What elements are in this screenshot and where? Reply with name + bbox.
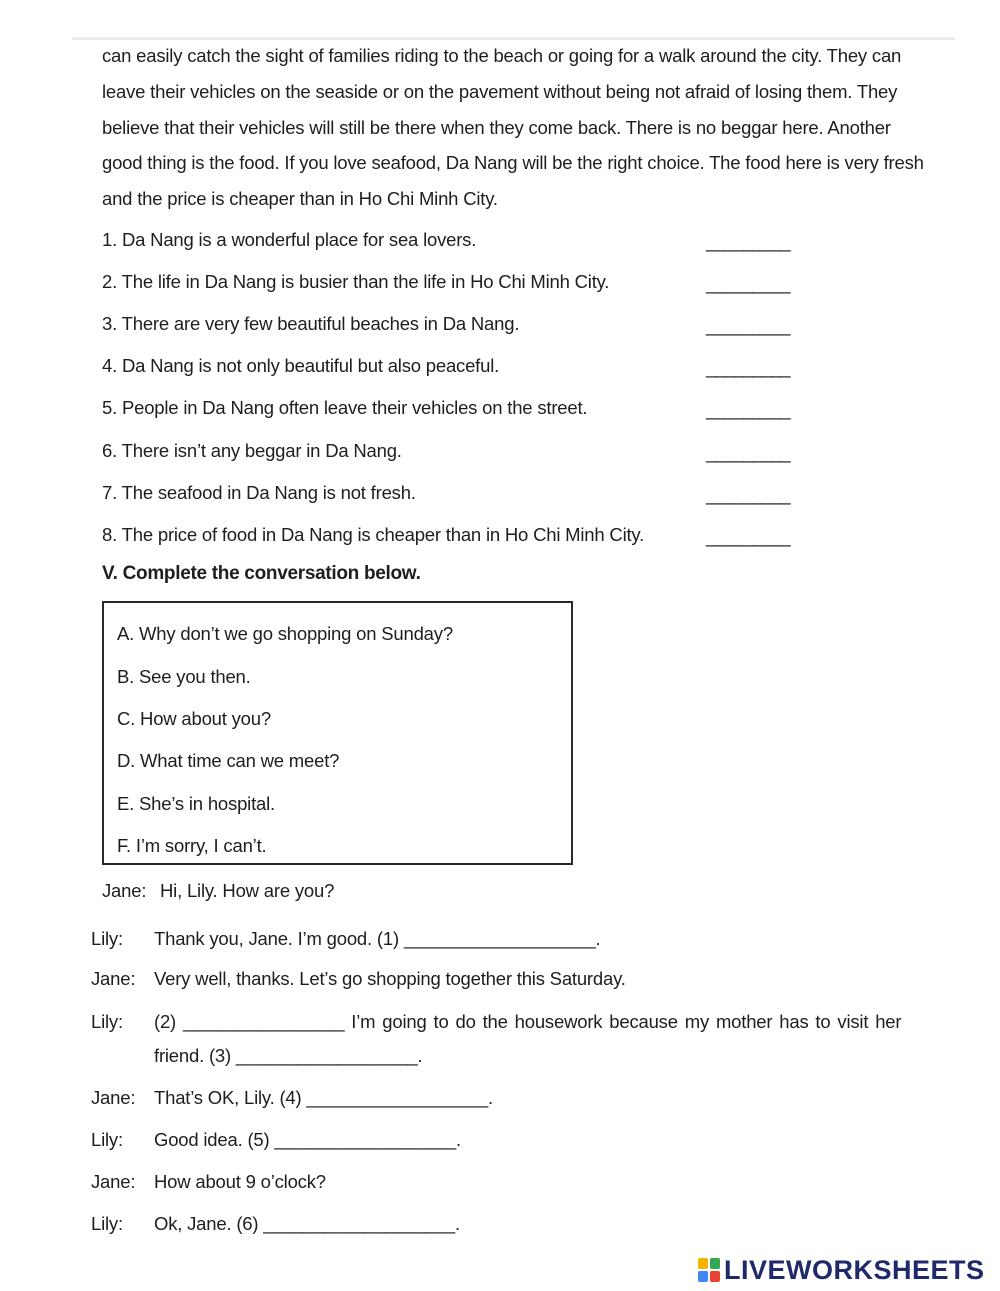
answer-blank[interactable]: _________ (706, 357, 790, 378)
statement-text: 2. The life in Da Nang is busier than the life in Ho Chi Minh City. (102, 271, 610, 292)
passage-line: can easily catch the sight of families riding to the beach or going for a walk around the city. They can (102, 45, 902, 66)
top-divider (72, 37, 955, 40)
speaker-label: Jane: (91, 1171, 136, 1192)
option-item: B. See you then. (117, 666, 251, 687)
dialogue-line[interactable]: (2) ________________ I’m going to do the housework because my mother has to visit her (154, 1011, 902, 1032)
option-item: C. How about you? (117, 708, 271, 729)
dialogue-line: Hi, Lily. How are you? (160, 880, 335, 901)
statement-text: 8. The price of food in Da Nang is cheaper than in Ho Chi Minh City. (102, 524, 645, 545)
brand-name: LIVEWORKSHEETS (724, 1254, 985, 1285)
dialogue-line[interactable]: Good idea. (5) __________________. (154, 1129, 461, 1150)
answer-blank[interactable]: _________ (706, 442, 790, 463)
option-item: D. What time can we meet? (117, 750, 340, 771)
answer-blank[interactable]: _________ (706, 273, 790, 294)
answer-blank[interactable]: _________ (706, 526, 790, 547)
dialogue-line: How about 9 o’clock? (154, 1171, 326, 1192)
logo-blocks-icon (698, 1258, 720, 1282)
dialogue-line[interactable]: That’s OK, Lily. (4) __________________. (154, 1087, 493, 1108)
speaker-label: Lily: (91, 1011, 123, 1032)
dialogue-line[interactable]: friend. (3) __________________. (154, 1045, 423, 1066)
statement-text: 6. There isn’t any beggar in Da Nang. (102, 440, 402, 461)
option-item: F. I’m sorry, I can’t. (117, 835, 267, 856)
statement-text: 1. Da Nang is a wonderful place for sea lovers. (102, 229, 477, 250)
passage-line: leave their vehicles on the seaside or on the pavement without being not afraid of losing them. They (102, 81, 898, 102)
speaker-label: Lily: (91, 1213, 123, 1234)
passage-line: good thing is the food. If you love seafood, Da Nang will be the right choice. The food here is very fresh (102, 152, 924, 173)
option-item: E. She’s in hospital. (117, 793, 275, 814)
liveworksheets-logo[interactable] (698, 1253, 985, 1287)
passage-line: and the price is cheaper than in Ho Chi Minh City. (102, 188, 498, 209)
speaker-label: Lily: (91, 928, 123, 949)
dialogue-line[interactable]: Thank you, Jane. I’m good. (1) ___________________. (154, 928, 601, 949)
passage-line: believe that their vehicles will still be there when they come back. There is no beggar here. Another (102, 117, 891, 138)
speaker-label: Jane: (102, 880, 147, 901)
answer-blank[interactable]: _________ (706, 399, 790, 420)
options-box (102, 601, 573, 865)
statement-text: 4. Da Nang is not only beautiful but also peaceful. (102, 355, 500, 376)
answer-blank[interactable]: _________ (706, 484, 790, 505)
dialogue-line: Very well, thanks. Let’s go shopping together this Saturday. (154, 968, 626, 989)
speaker-label: Lily: (91, 1129, 123, 1150)
statement-text: 3. There are very few beautiful beaches in Da Nang. (102, 313, 520, 334)
answer-blank[interactable]: _________ (706, 231, 790, 252)
option-item: A. Why don’t we go shopping on Sunday? (117, 623, 453, 644)
section-heading: V. Complete the conversation below. (102, 563, 421, 584)
speaker-label: Jane: (91, 1087, 136, 1108)
statement-text: 5. People in Da Nang often leave their vehicles on the street. (102, 397, 588, 418)
statement-text: 7. The seafood in Da Nang is not fresh. (102, 482, 416, 503)
answer-blank[interactable]: _________ (706, 315, 790, 336)
dialogue-line[interactable]: Ok, Jane. (6) ___________________. (154, 1213, 460, 1234)
speaker-label: Jane: (91, 968, 136, 989)
